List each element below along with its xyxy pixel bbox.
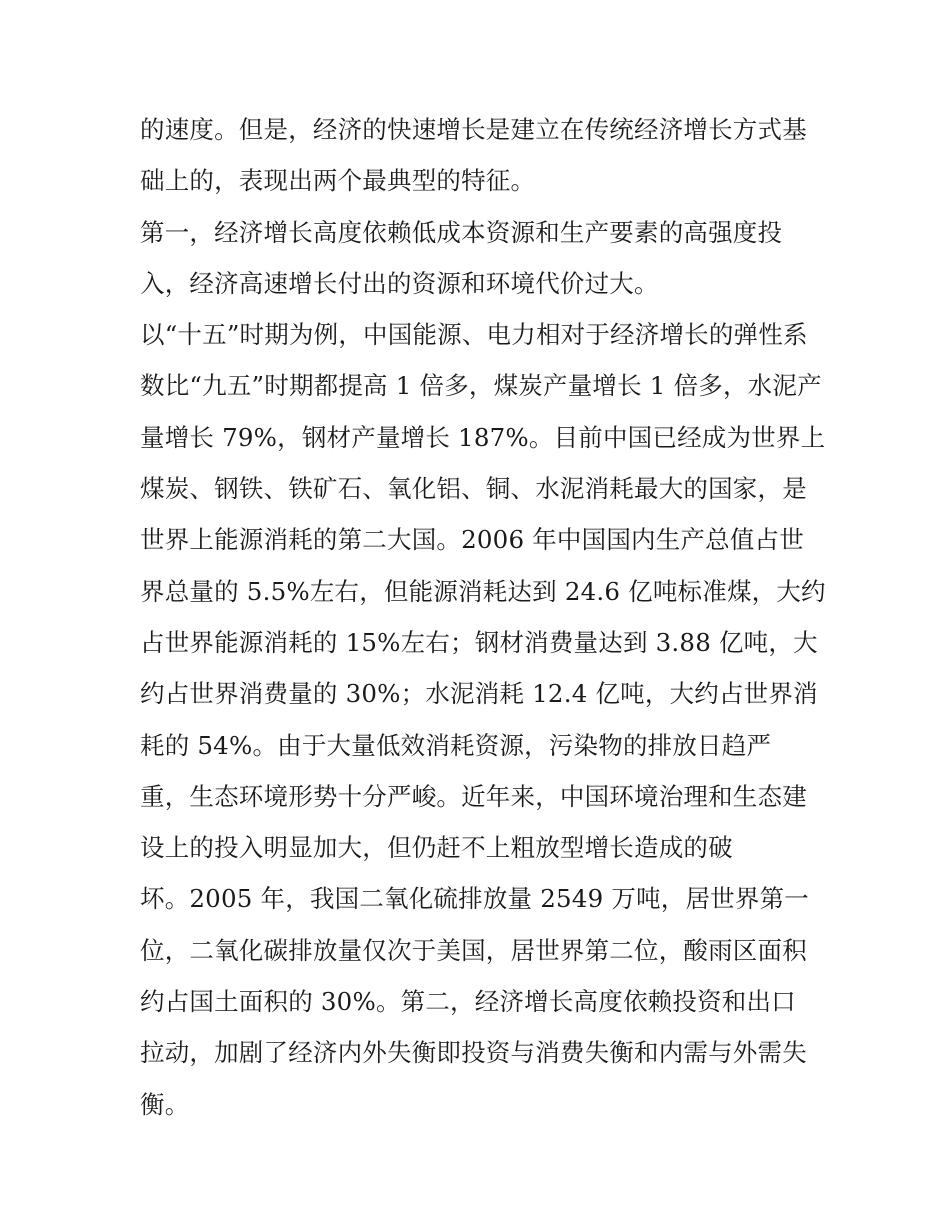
text-line-8: 煤炭、钢铁、铁矿石、氧化铝、铜、水泥消耗最大的国家，是 [140,474,807,504]
text-line-19: 拉动，加剧了经济内外失衡即投资与消费失衡和内需与外需失 [140,1038,807,1068]
text-line-2: 础上的，表现出两个最典型的特征。 [140,166,536,196]
text-line-15: 设上的投入明显加大，但仍赶不上粗放型增长造成的破 [140,833,733,863]
text-line-7: 量增长 79%，钢材产量增长 187%。目前中国已经成为世界上 [140,422,826,452]
text-line-18: 约占国土面积的 30%。第二，经济增长高度依赖投资和出口 [140,987,796,1017]
text-line-17: 位，二氧化碳排放量仅次于美国，居世界第二位，酸雨区面积 [140,935,807,965]
body-text [140,104,830,1130]
text-line-11: 占世界能源消耗的 15%左右；钢材消费量达到 3.88 亿吨，大 [140,627,818,657]
text-line-5: 以“十五”时期为例，中国能源、电力相对于经济增长的弹性系 [140,320,808,350]
text-line-4: 入，经济高速增长付出的资源和环境代价过大。 [140,268,659,298]
text-line-3: 第一，经济增长高度依赖低成本资源和生产要素的高强度投 [140,217,783,247]
text-line-10: 界总量的 5.5%左右，但能源消耗达到 24.6 亿吨标准煤，大约 [140,576,826,606]
text-line-13: 耗的 54%。由于大量低效消耗资源，污染物的排放日趋严 [140,730,772,760]
text-line-14: 重，生态环境形势十分严峻。近年来，中国环境治理和生态建 [140,781,807,811]
text-line-9: 世界上能源消耗的第二大国。2006 年中国国内生产总值占世 [140,525,804,555]
text-line-12: 约占世界消费量的 30%；水泥消耗 12.4 亿吨，大约占世界消 [140,679,818,709]
text-line-6: 数比“九五”时期都提高 1 倍多，煤炭产量增长 1 倍多，水泥产 [140,371,822,401]
text-line-16: 坏。2005 年，我国二氧化硫排放量 2549 万吨，居世界第一 [140,884,809,914]
text-line-1: 的速度。但是，经济的快速增长是建立在传统经济增长方式基 [140,115,807,144]
text-line-20: 衡。 [140,1089,190,1119]
